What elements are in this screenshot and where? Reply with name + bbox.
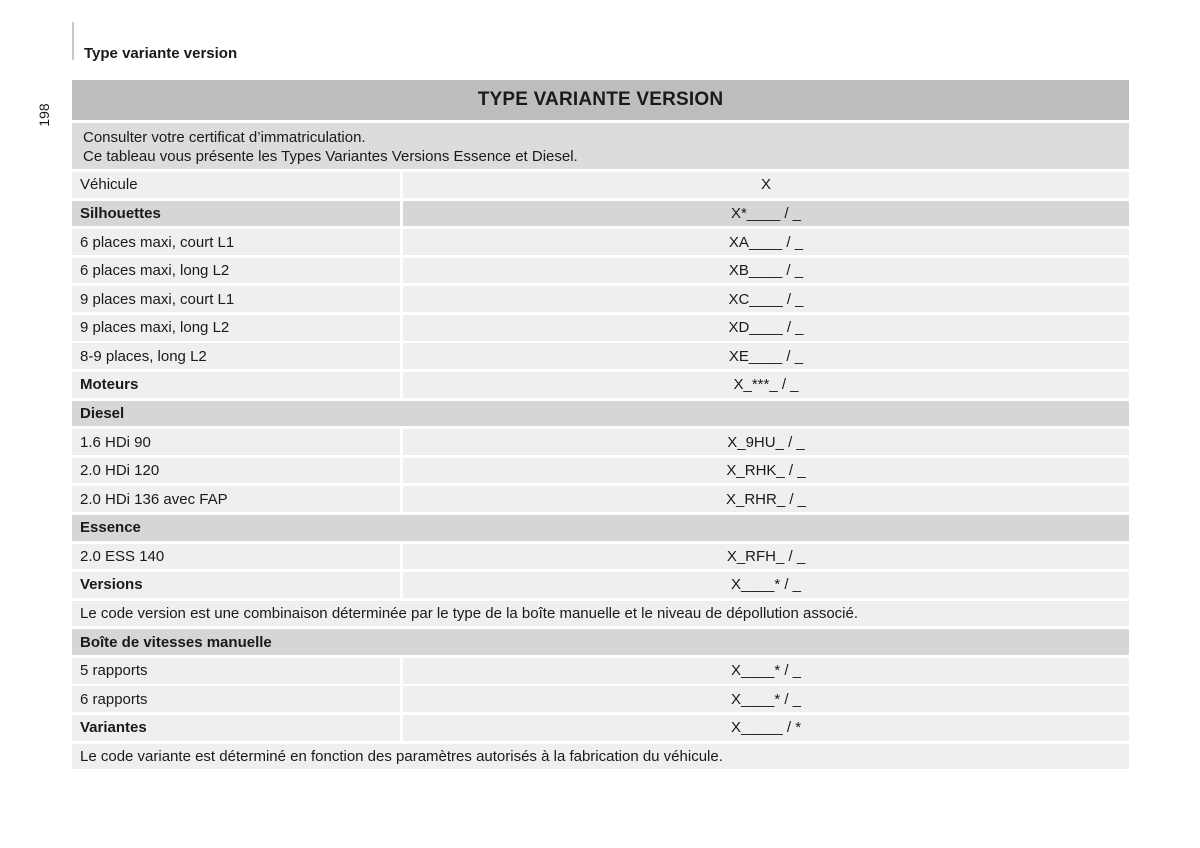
table-row — [72, 486, 1129, 512]
table-row — [72, 229, 1129, 255]
row-label: 8-9 places, long L2 — [72, 343, 400, 369]
row-code: XD____ / _ — [403, 315, 1129, 341]
row-code: X — [403, 172, 1129, 198]
row-label: Moteurs — [72, 372, 400, 398]
table-row-versions — [72, 572, 1129, 598]
table-row-vehicule — [72, 172, 1129, 198]
row-label: 2.0 HDi 136 avec FAP — [72, 486, 400, 512]
table-row-boite-header: Boîte de vitesses manuelle — [72, 629, 1129, 655]
row-code: X_RHR_ / _ — [403, 486, 1129, 512]
row-label: 1.6 HDi 90 — [72, 429, 400, 455]
row-label: Variantes — [72, 715, 400, 741]
row-label: 6 places maxi, court L1 — [72, 229, 400, 255]
row-label: 9 places maxi, long L2 — [72, 315, 400, 341]
table-row — [72, 429, 1129, 455]
row-label: 6 rapports — [72, 686, 400, 712]
row-code: X_9HU_ / _ — [403, 429, 1129, 455]
page-number: 198 — [36, 103, 52, 127]
table-row-diesel-header: Diesel — [72, 401, 1129, 427]
table-row — [72, 343, 1129, 369]
row-label: Versions — [72, 572, 400, 598]
table-row-moteurs — [72, 372, 1129, 398]
table-row-variante-note: Le code variante est déterminé en fonction des paramètres autorisés à la fabrication du véhicule. — [72, 744, 1129, 770]
row-label: 2.0 HDi 120 — [72, 458, 400, 484]
row-code: X____* / _ — [403, 658, 1129, 684]
row-label: 6 places maxi, long L2 — [72, 258, 400, 284]
table-row — [72, 686, 1129, 712]
table-row — [72, 544, 1129, 570]
table-row — [72, 458, 1129, 484]
row-code: X_RHK_ / _ — [403, 458, 1129, 484]
row-code: XE____ / _ — [403, 343, 1129, 369]
table-row-variantes — [72, 715, 1129, 741]
row-code: XC____ / _ — [403, 286, 1129, 312]
table-row — [72, 658, 1129, 684]
row-code: X_RFH_ / _ — [403, 544, 1129, 570]
type-variante-version-table — [72, 80, 1129, 772]
row-code: X_***_ / _ — [403, 372, 1129, 398]
row-code: X_____ / * — [403, 715, 1129, 741]
row-label: 2.0 ESS 140 — [72, 544, 400, 570]
row-code: X____* / _ — [403, 686, 1129, 712]
table-title: TYPE VARIANTE VERSION — [72, 80, 1129, 120]
row-code: X*____ / _ — [403, 201, 1129, 227]
row-label: 9 places maxi, court L1 — [72, 286, 400, 312]
table-row — [72, 258, 1129, 284]
table-intro — [72, 123, 1129, 169]
intro-line-2: Ce tableau vous présente les Types Variantes Versions Essence et Diesel. — [83, 148, 578, 165]
table-row-silhouettes — [72, 201, 1129, 227]
row-code: XA____ / _ — [403, 229, 1129, 255]
table-row — [72, 286, 1129, 312]
table-row — [72, 315, 1129, 341]
table-row-version-note: Le code version est une combinaison déterminée par le type de la boîte manuelle et le niveau de dépollution associé. — [72, 601, 1129, 627]
row-label: 5 rapports — [72, 658, 400, 684]
intro-line-1: Consulter votre certificat d’immatriculation. — [83, 129, 366, 146]
row-code: XB____ / _ — [403, 258, 1129, 284]
section-title: Type variante version — [84, 45, 238, 62]
table-row-essence-header: Essence — [72, 515, 1129, 541]
margin-bar — [72, 22, 74, 60]
row-code: X____* / _ — [403, 572, 1129, 598]
row-label: Véhicule — [72, 172, 400, 198]
row-label: Silhouettes — [72, 201, 400, 227]
